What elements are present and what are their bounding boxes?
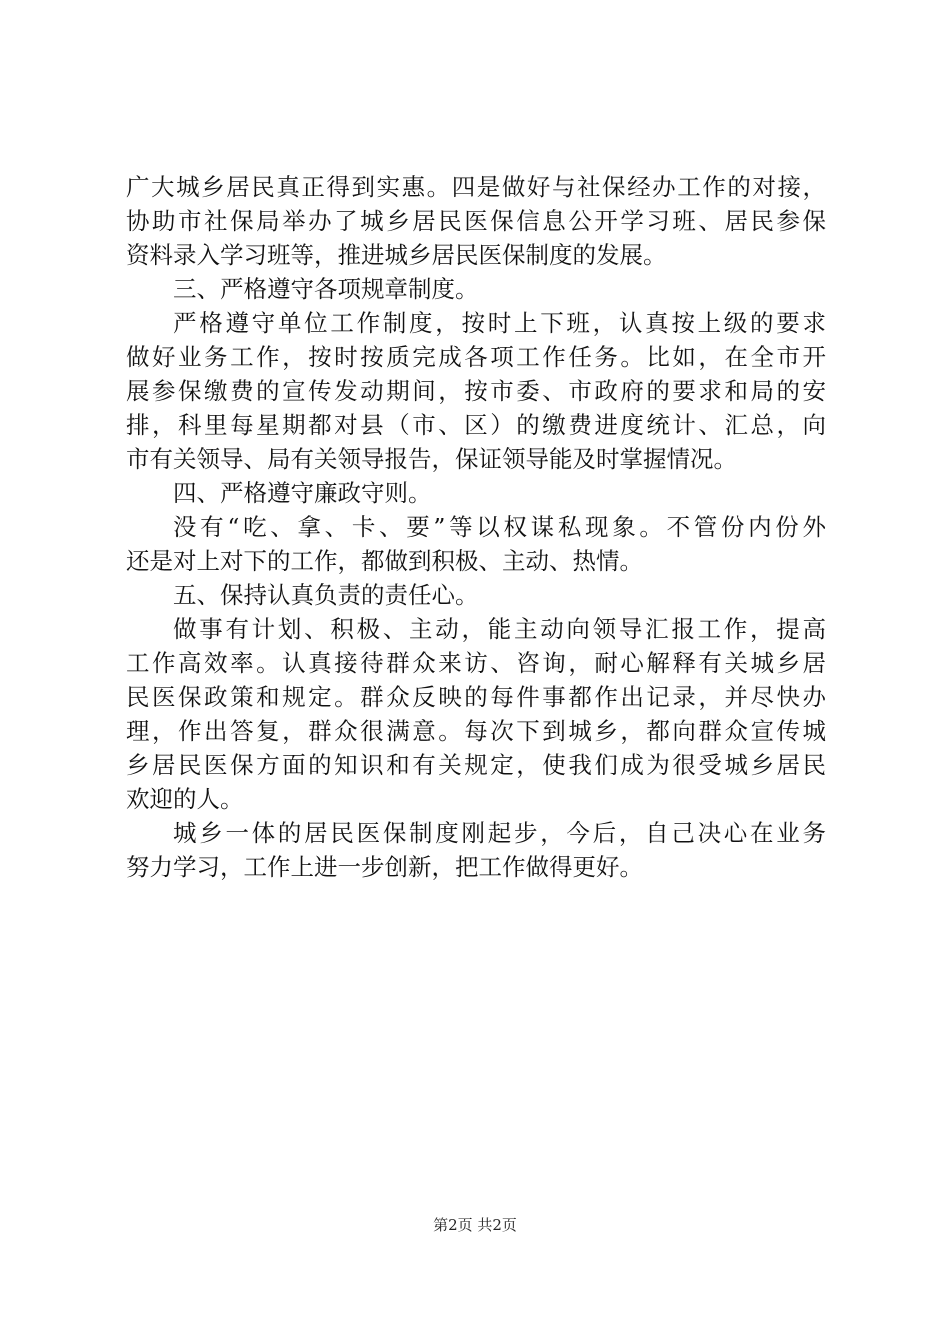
text-line-8: 排，科里每星期都对县（市、区）的缴费进度统计、汇总，向: [126, 411, 826, 439]
page-number-label: 第2页 共2页: [433, 1216, 517, 1234]
document-body: [126, 170, 826, 884]
text-line-18: 乡居民医保方面的知识和有关规定，使我们成为很受城乡居民: [126, 751, 826, 779]
text-line-16: 民医保政策和规定。群众反映的每件事都作出记录，并尽快办: [126, 683, 826, 711]
text-line-19: 欢迎的人。: [126, 785, 244, 813]
text-line-1: 广大城乡居民真正得到实惠。四是做好与社保经办工作的对接，: [126, 173, 826, 201]
section-heading-4: 四、严格遵守廉政守则。: [173, 479, 432, 507]
text-line-2: 协助市社保局举办了城乡居民医保信息公开学习班、居民参保: [126, 207, 826, 235]
text-line-7: 展参保缴费的宣传发动期间，按市委、市政府的要求和局的安: [126, 377, 826, 405]
page-footer: [0, 1214, 950, 1236]
text-line-3: 资料录入学习班等，推进城乡居民医保制度的发展。: [126, 241, 667, 269]
section-heading-5: 五、保持认真负责的责任心。: [173, 581, 479, 609]
text-line-20: 城乡一体的居民医保制度刚起步，今后，自己决心在业务: [173, 819, 826, 847]
text-line-12: 还是对上对下的工作，都做到积极、主动、热情。: [126, 547, 643, 575]
section-heading-3: 三、严格遵守各项规章制度。: [173, 275, 479, 303]
text-line-5: 严格遵守单位工作制度，按时上下班，认真按上级的要求: [173, 309, 826, 337]
text-line-11: 没有“吃、拿、卡、要”等以权谋私现象。不管份内份外: [173, 513, 826, 541]
text-line-17: 理，作出答复，群众很满意。每次下到城乡，都向群众宣传城: [126, 717, 826, 745]
text-line-14: 做事有计划、积极、主动，能主动向领导汇报工作，提高: [173, 615, 826, 643]
text-line-6: 做好业务工作，按时按质完成各项工作任务。比如，在全市开: [126, 343, 826, 371]
text-line-15: 工作高效率。认真接待群众来访、咨询，耐心解释有关城乡居: [126, 649, 826, 677]
text-line-21: 努力学习，工作上进一步创新，把工作做得更好。: [126, 853, 643, 881]
text-line-9: 市有关领导、局有关领导报告，保证领导能及时掌握情况。: [126, 445, 737, 473]
